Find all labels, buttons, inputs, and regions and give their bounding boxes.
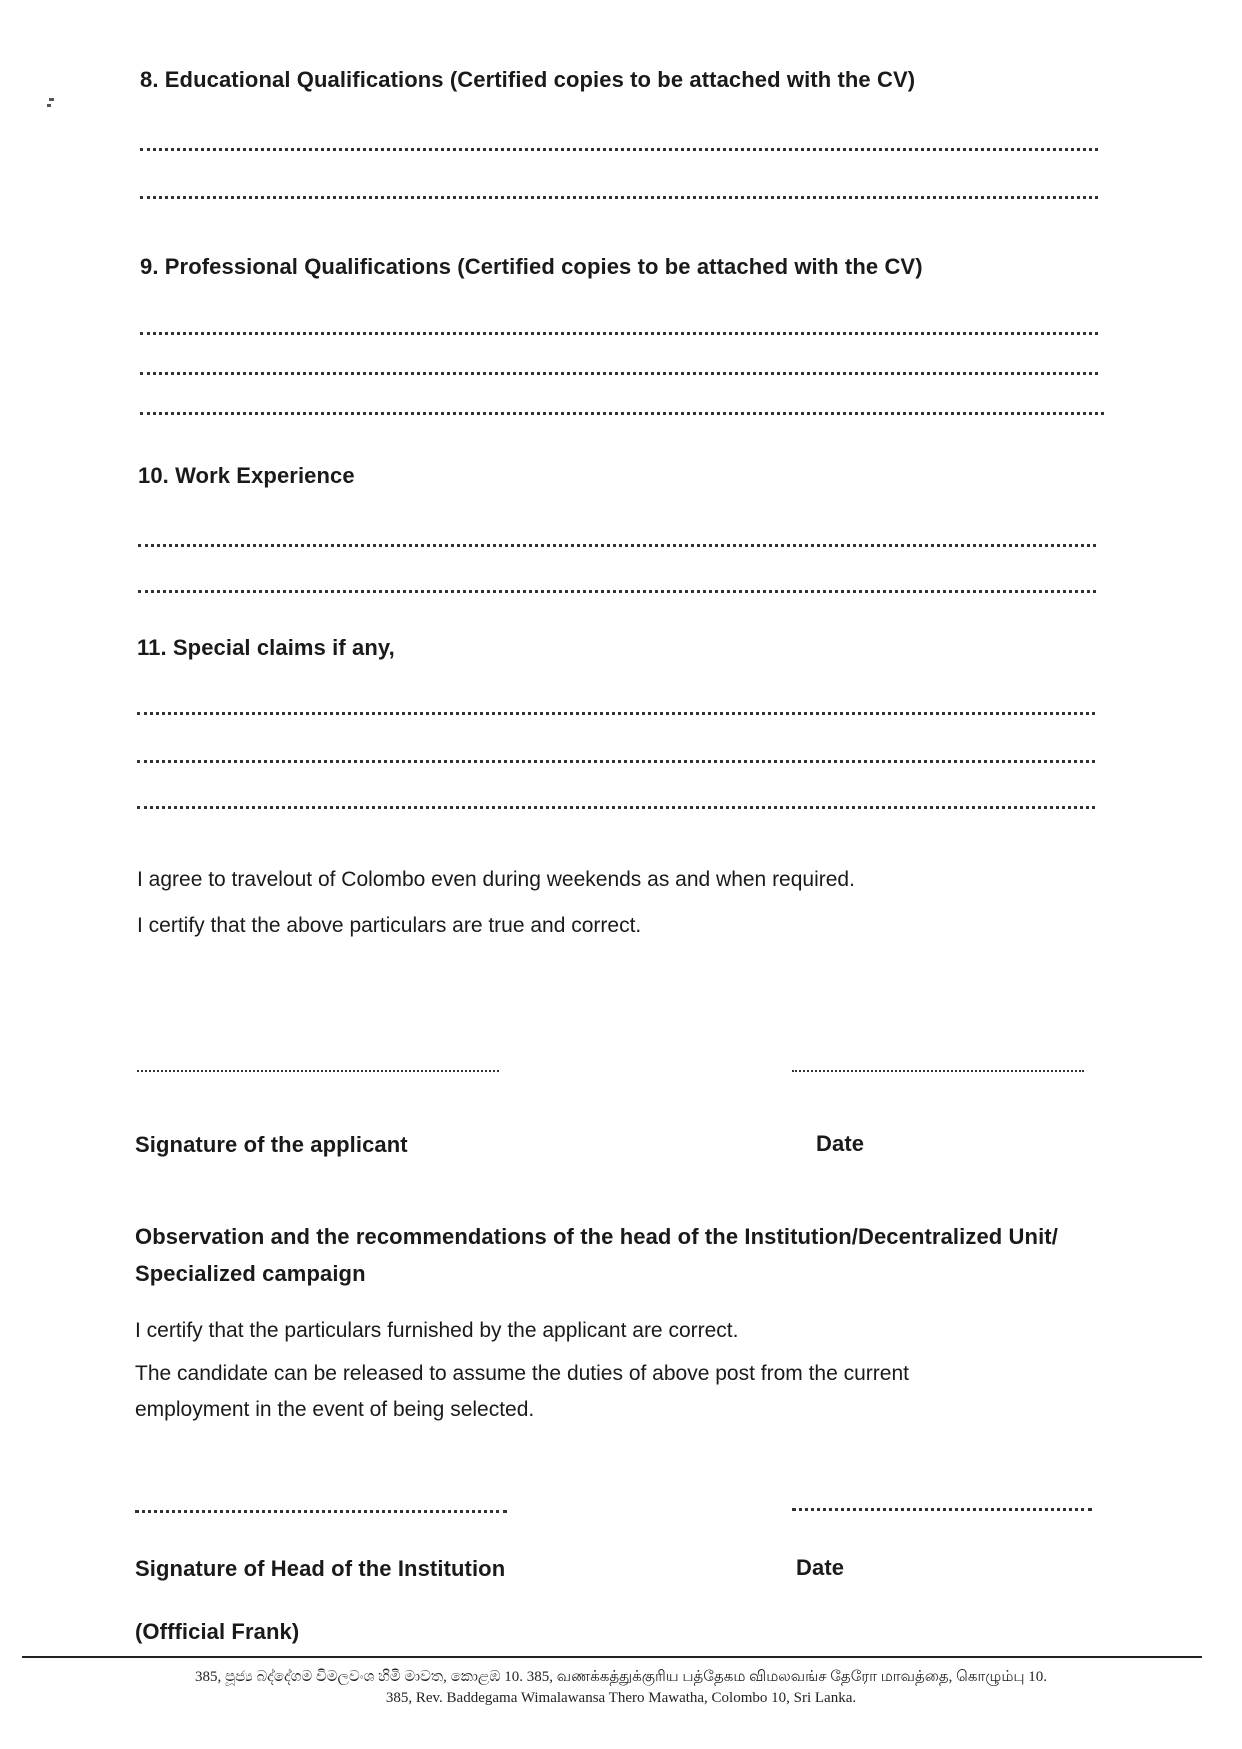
head-date-line[interactable] <box>792 1508 1092 1511</box>
footer-address-english: 385, Rev. Baddegama Wimalawansa Thero Mawatha, Colombo 10, Sri Lanka. <box>385 1690 857 1706</box>
footer-address-multilingual: 385, පූජ්‍ය බද්දේගම විමලවංශ හිමි මාවත, කොළඹ 10. 385, வணக்கத்துக்குரிய பத்தேகம விமலவங்ச தேரோ மாவத்தை, கொழும்பு 10. <box>194 1669 1048 1685</box>
section-10-answer-line-2[interactable] <box>138 590 1096 593</box>
section-9-answer-line-1[interactable] <box>140 332 1098 335</box>
head-date-label: Date <box>796 1555 845 1580</box>
scan-speck <box>47 104 51 107</box>
travel-declaration: I agree to travelout of Colombo even during weekends as and when required. <box>137 868 855 891</box>
head-signature-line[interactable] <box>135 1510 507 1513</box>
applicant-signature-line[interactable] <box>137 1070 499 1072</box>
scan-speck <box>49 98 54 101</box>
section-9-heading: 9. Professional Qualifications (Certified copies to be attached with the CV) <box>140 254 923 279</box>
section-11-heading: 11. Special claims if any, <box>137 635 395 660</box>
section-11-answer-line-3[interactable] <box>137 806 1095 809</box>
head-certify-text: I certify that the particulars furnished by the applicant are correct. <box>135 1319 739 1342</box>
applicant-signature-label: Signature of the applicant <box>135 1132 408 1157</box>
footer-divider <box>22 1656 1202 1658</box>
section-8-answer-line-1[interactable] <box>140 148 1098 151</box>
applicant-date-line[interactable] <box>792 1070 1084 1072</box>
head-signature-label: Signature of Head of the Institution <box>135 1556 506 1581</box>
head-release-text-line-2: employment in the event of being selected. <box>135 1398 535 1421</box>
head-section-title-line-2: Specialized campaign <box>135 1261 366 1286</box>
section-10-answer-line-1[interactable] <box>138 544 1096 547</box>
section-11-answer-line-2[interactable] <box>137 760 1095 763</box>
section-9-answer-line-3[interactable] <box>140 412 1104 415</box>
applicant-date-label: Date <box>816 1131 865 1156</box>
section-10-heading: 10. Work Experience <box>138 463 355 488</box>
section-8-answer-line-2[interactable] <box>140 196 1098 199</box>
section-11-answer-line-1[interactable] <box>137 712 1095 715</box>
head-section-title-line-1: Observation and the recommendations of the head of the Institution/Decentralized Unit/ <box>135 1224 1058 1249</box>
head-release-text-line-1: The candidate can be released to assume the duties of above post from the current <box>135 1362 909 1385</box>
section-8-heading: 8. Educational Qualifications (Certified copies to be attached with the CV) <box>140 67 916 92</box>
section-9-answer-line-2[interactable] <box>140 372 1098 375</box>
official-frank-label: (Offficial Frank) <box>135 1619 300 1644</box>
certify-declaration: I certify that the above particulars are true and correct. <box>137 914 642 937</box>
